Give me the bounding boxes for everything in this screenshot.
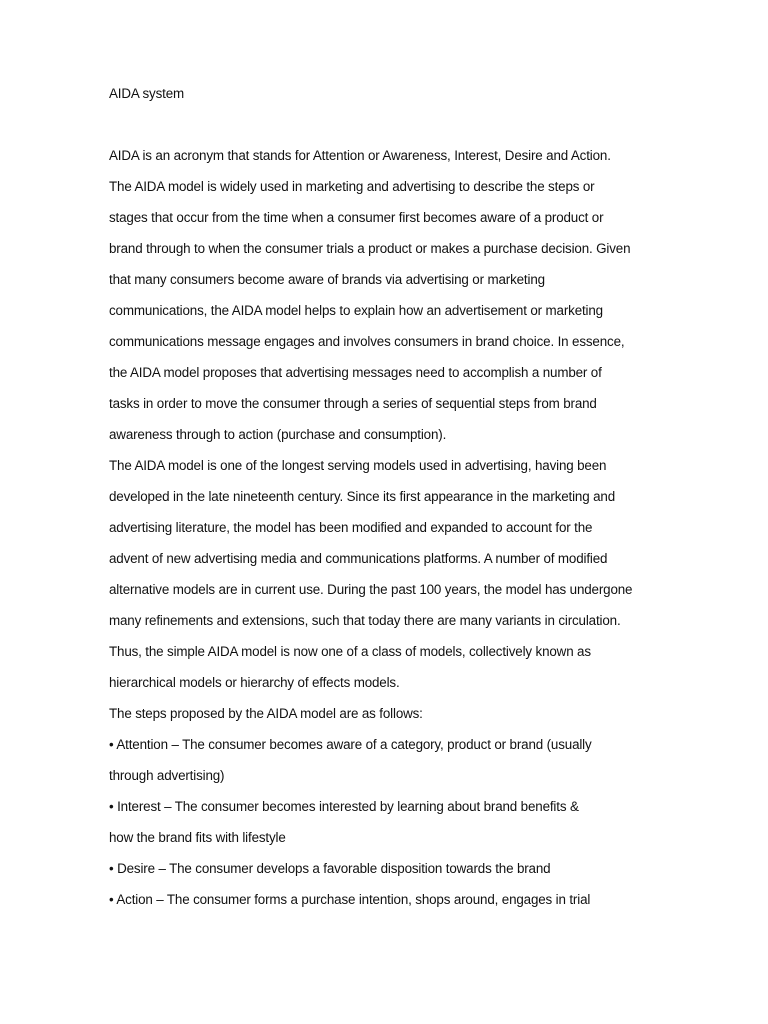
text-line: communications message engages and involves consumers in brand choice. In essence, [109, 334, 625, 349]
document-title: AIDA system [109, 86, 184, 101]
text-line: how the brand fits with lifestyle [109, 830, 286, 845]
text-line: AIDA is an acronym that stands for Attention or Awareness, Interest, Desire and Action. [109, 148, 611, 163]
text-line: hierarchical models or hierarchy of effects models. [109, 675, 400, 690]
text-line: stages that occur from the time when a consumer first becomes aware of a product or [109, 210, 604, 225]
text-line: communications, the AIDA model helps to explain how an advertisement or marketing [109, 303, 603, 318]
text-line: through advertising) [109, 768, 225, 783]
text-line: advent of new advertising media and communications platforms. A number of modified [109, 551, 608, 566]
text-line: The AIDA model is one of the longest serving models used in advertising, having been [109, 458, 607, 473]
text-line: many refinements and extensions, such that today there are many variants in circulation. [109, 613, 621, 628]
text-line: tasks in order to move the consumer through a series of sequential steps from brand [109, 396, 597, 411]
text-line: advertising literature, the model has been modified and expanded to account for the [109, 520, 593, 535]
text-line: The AIDA model is widely used in marketing and advertising to describe the steps or [109, 179, 595, 194]
bullet-item: • Interest – The consumer becomes interested by learning about brand benefits & [109, 799, 579, 814]
text-line: The steps proposed by the AIDA model are as follows: [109, 706, 423, 721]
text-line: the AIDA model proposes that advertising messages need to accomplish a number of [109, 365, 602, 380]
text-line: Thus, the simple AIDA model is now one of a class of models, collectively known as [109, 644, 591, 659]
bullet-item: • Desire – The consumer develops a favorable disposition towards the brand [109, 861, 551, 876]
text-line: brand through to when the consumer trials a product or makes a purchase decision. Given [109, 241, 631, 256]
text-line: awareness through to action (purchase and consumption). [109, 427, 447, 442]
text-line: developed in the late nineteenth century. Since its first appearance in the marketing and [109, 489, 615, 504]
bullet-item: • Action – The consumer forms a purchase intention, shops around, engages in trial [109, 892, 591, 907]
bullet-item: • Attention – The consumer becomes aware of a category, product or brand (usually [109, 737, 592, 752]
text-line: that many consumers become aware of brands via advertising or marketing [109, 272, 545, 287]
text-line: alternative models are in current use. During the past 100 years, the model has undergone [109, 582, 633, 597]
